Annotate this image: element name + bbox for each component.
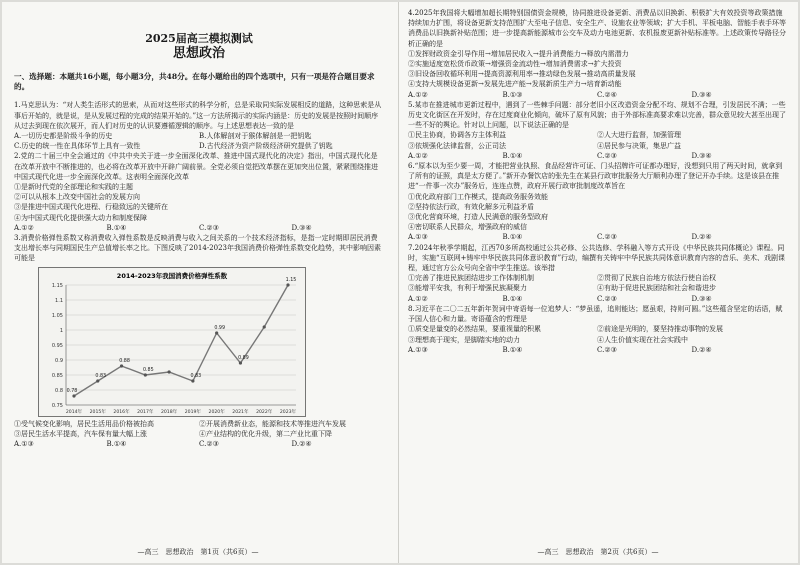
q7-item: ①完善了推进民族团结进步工作体制机制 bbox=[408, 274, 534, 283]
question-6-stem: 6.“原本以为至少要一周，才能把营业执照、食品经营许可证、门头招牌许可证都办理好，没想到只用了两天时间，就拿到了所有的证照，真是太方便了。”新开办餐饮店的张先生在某县行政审批服务大厅顺利办理了登记开办手续。这是该县在推进“一件事一次办”服务后，连连点赞，政府开展行政审批制度改革旨在 bbox=[408, 162, 783, 191]
q5-option-b[interactable]: B.①④ bbox=[502, 151, 523, 160]
q7-option-d[interactable]: D.③④ bbox=[691, 294, 712, 303]
q1-option-c[interactable]: C.历史的统一性在具体环节上具有一致性 bbox=[14, 142, 141, 151]
y-tick-label: 0.75 bbox=[51, 402, 63, 409]
q6-item: ④密切联系人民群众，增强政府的威信 bbox=[408, 223, 527, 232]
data-label: 0.78 bbox=[66, 388, 78, 394]
q8-option-a[interactable]: A.①③ bbox=[408, 345, 428, 354]
question-1-options-row1 bbox=[14, 131, 384, 141]
q4-item: ④支持大规模设备更新→发展先进产能→发展新质生产力→培育新动能 bbox=[408, 80, 622, 89]
q1-option-a[interactable]: A.一切历史都是阶级斗争的历史 bbox=[14, 132, 113, 141]
q2-option-b[interactable]: B.①④ bbox=[106, 223, 127, 232]
exam-subject: 思想政治 bbox=[172, 46, 225, 61]
question-5 bbox=[408, 100, 786, 161]
page-one bbox=[2, 2, 394, 563]
data-point bbox=[239, 361, 242, 364]
y-tick-label: 0.9 bbox=[55, 357, 63, 364]
question-8-options bbox=[408, 345, 786, 355]
question-7-options bbox=[408, 294, 786, 304]
q3-option-b[interactable]: B.①④ bbox=[106, 440, 127, 449]
q8-item: ③理想高于现实，是脚踏实地的动力 bbox=[408, 335, 520, 344]
q3-option-c[interactable]: C.②③ bbox=[199, 440, 219, 449]
q6-item: ②坚持依法行政，有效化解多元利益矛盾 bbox=[408, 202, 534, 211]
data-label: 0.89 bbox=[238, 355, 249, 361]
x-tick-label: 2015年 bbox=[89, 409, 106, 415]
y-tick-label: 1.1 bbox=[55, 297, 63, 304]
question-7-items-row2 bbox=[408, 283, 786, 293]
q5-option-a[interactable]: A.①② bbox=[408, 151, 428, 160]
data-label: 1.15 bbox=[285, 277, 297, 283]
x-tick-label: 2023年 bbox=[279, 409, 297, 415]
q3-item: ②开展消费新业态，能源和技术等推进汽车发展 bbox=[199, 419, 346, 428]
question-8 bbox=[408, 304, 786, 355]
q8-option-c[interactable]: C.②③ bbox=[597, 345, 617, 354]
x-tick-label: 2017年 bbox=[137, 409, 154, 415]
q5-item: ①民主协商，协调各方主体利益 bbox=[408, 131, 506, 140]
x-tick-label: 2020年 bbox=[208, 409, 225, 415]
question-4-stem: 4.2025年我国将大幅增加超长期特别国债资金规模，协同推进设备更新、消费品以旧换新、积极扩大有效投资等政策措施持续加力扩围，将设备更新支持范围扩大至电子信息、安全生产、设施农业等领域；扩大手机、平板电脑、智能手表手环等消费品以旧换新补贴范围；进一步提高新能源城市公交车及动力电池更新、农机报废更新补贴标准等。上述政策传导路径分析正确的是 bbox=[408, 9, 786, 48]
y-tick-label: 1.15 bbox=[51, 282, 63, 289]
question-4-options bbox=[408, 90, 786, 100]
q6-option-a[interactable]: A.①③ bbox=[408, 233, 428, 242]
q3-option-d[interactable]: D.②④ bbox=[291, 440, 312, 449]
q8-item: ②前途是光明的，要坚持推动事物的发展 bbox=[597, 325, 723, 334]
question-8-stem: 8.习近平在二〇二五年新年贺词中寄语每一位追梦人：“梦虽遥，追则能达；愿虽艰，持则可圆。”这些蕴含坚定的话语，赋予国人信心和力量。寄语蕴含的哲理是 bbox=[408, 304, 783, 324]
question-7-items-row1 bbox=[408, 273, 786, 283]
data-point bbox=[286, 283, 289, 286]
q4-item: ③旧设备回收循环利用→提高资源利用率→推动绿色发展→推动高质量发展 bbox=[408, 70, 636, 79]
question-6 bbox=[408, 161, 786, 243]
data-point bbox=[215, 331, 218, 334]
q5-option-c[interactable]: C.②③ bbox=[597, 151, 617, 160]
q6-item: ①优化政府部门工作模式，提高政务服务效能 bbox=[408, 192, 548, 201]
x-tick-label: 2021年 bbox=[232, 409, 249, 415]
question-1-options-row2 bbox=[14, 141, 384, 151]
elasticity-line-chart bbox=[38, 267, 306, 417]
elasticity-chart-container bbox=[38, 267, 306, 417]
q2-item: ②可以从根本上改变中国社会的发展方向 bbox=[14, 193, 140, 202]
chart-frame bbox=[39, 267, 306, 416]
y-tick-label: 0.8 bbox=[55, 387, 63, 394]
q3-item: ①受气候变化影响，居民生活用品价格被抬高 bbox=[14, 419, 154, 428]
data-point bbox=[72, 394, 75, 397]
q4-item: ②实施适度宽松货币政策→增强资金流动性→增加消费需求→扩大投资 bbox=[408, 60, 622, 69]
x-tick-label: 2022年 bbox=[256, 409, 273, 415]
data-label: 0.99 bbox=[214, 325, 226, 331]
q6-option-c[interactable]: C.②③ bbox=[597, 233, 617, 242]
exam-title: 2025届高三模拟测试 bbox=[145, 32, 253, 45]
q3-item: ④产业结构的优化升级，第二产业比重下降 bbox=[199, 429, 332, 438]
q4-item: ①发挥财政资金引导作用→增加居民收入→提升消费能力→释放内需潜力 bbox=[408, 49, 629, 58]
q5-item: ④居民参与决策，集思广益 bbox=[597, 141, 681, 150]
q6-option-d[interactable]: D.②④ bbox=[691, 233, 712, 242]
x-tick-label: 2019年 bbox=[184, 409, 202, 415]
q4-option-c[interactable]: C.②④ bbox=[597, 90, 617, 99]
q4-option-b[interactable]: B.①③ bbox=[502, 90, 523, 99]
question-3-stem: 3.消费价格弹性系数又称消费收入弹性系数是反映消费与收入之间关系的一个技术经济指标，是指一定时期即居民消费支出增长率与同期国民生产总值增长率之比。下图反映了2014-2023年我国消费价格弹性系数变化趋势，其中影响因素可能是 bbox=[14, 234, 381, 263]
data-label: 0.83 bbox=[95, 373, 107, 379]
y-tick-label: 0.85 bbox=[51, 372, 63, 379]
data-point bbox=[120, 364, 123, 367]
data-point bbox=[263, 325, 266, 328]
data-point bbox=[144, 373, 147, 376]
q2-option-d[interactable]: D.③④ bbox=[291, 223, 312, 232]
question-8-items-row2 bbox=[408, 335, 786, 345]
question-3-options bbox=[14, 439, 384, 449]
q8-option-d[interactable]: D.②④ bbox=[691, 345, 712, 354]
q2-item: ④为中国式现代化提供强大动力和制度保障 bbox=[14, 213, 147, 222]
q5-item: ②人大进行监督，加强管理 bbox=[597, 131, 681, 140]
q7-item: ④有助于促进民族团结和社会和谐进步 bbox=[597, 284, 716, 293]
q3-item: ③居民生活水平提高，汽车保有量大幅上涨 bbox=[14, 429, 147, 438]
q7-item: ②贯彻了民族自治地方依法行使自治权 bbox=[597, 274, 716, 283]
data-label: 0.83 bbox=[190, 373, 202, 379]
question-5-items-row2 bbox=[408, 141, 786, 151]
q1-option-b[interactable]: B.人体解剖对于猴体解剖是一把钥匙 bbox=[199, 132, 312, 141]
page-two-footer: —高三 思想政治 第2页（共6页）— bbox=[537, 548, 659, 556]
x-tick-label: 2014年 bbox=[65, 409, 83, 415]
y-tick-label: 0.95 bbox=[51, 342, 63, 349]
data-point bbox=[168, 370, 171, 373]
question-5-options bbox=[408, 151, 786, 161]
q6-option-b[interactable]: B.①④ bbox=[502, 233, 523, 242]
page-fold-divider bbox=[398, 2, 399, 563]
data-label: 0.85 bbox=[142, 367, 154, 373]
question-4 bbox=[408, 8, 786, 100]
q3-option-a[interactable]: A.①③ bbox=[14, 440, 34, 449]
data-point bbox=[96, 379, 99, 382]
q2-item: ①是新时代党的全部理论和实践的主题 bbox=[14, 183, 133, 192]
chart-title: 2014-2023年我国消费价格弹性系数 bbox=[116, 271, 228, 280]
q8-item: ④人生价值实现在社会实践中 bbox=[597, 335, 688, 344]
question-1 bbox=[14, 100, 384, 151]
question-1-stem: 1.马克思认为：“对人类生活形式的思索，从而对这些形式的科学分析，总是采取同实际发展相反的道路，这种思索是从事后开始的，就是说，是从发展过程的完成的结果开始的。”这一方法所揭示的实际内涵是：历史的发展是按照时间顺序从过去到现在依次展开，而人们对历史的认识要遵循逻辑的顺序。与上述思想表达一致的是 bbox=[14, 101, 382, 130]
q7-option-a[interactable]: A.①② bbox=[408, 294, 428, 303]
question-7 bbox=[408, 243, 786, 304]
exam-sheet bbox=[2, 2, 798, 563]
q7-option-b[interactable]: B.①④ bbox=[502, 294, 523, 303]
question-2-options bbox=[14, 223, 384, 233]
y-tick-label: 1.05 bbox=[51, 312, 63, 319]
x-tick-label: 2018年 bbox=[160, 409, 178, 415]
q8-item: ①质变是量变的必然结果，要重视量的积累 bbox=[408, 325, 541, 334]
q4-option-a[interactable]: A.①② bbox=[408, 90, 428, 99]
question-5-items-row1 bbox=[408, 130, 786, 140]
q8-option-b[interactable]: B.①④ bbox=[502, 345, 523, 354]
question-6-options bbox=[408, 232, 786, 242]
question-3 bbox=[14, 233, 384, 449]
q2-item: ③是推进中国式现代化进程、行稳致远的关键所在 bbox=[14, 203, 168, 212]
q4-option-d[interactable]: D.③④ bbox=[691, 90, 712, 99]
page-one-footer: —高三 思想政治 第1页（共6页）— bbox=[137, 548, 259, 556]
data-label: 0.88 bbox=[119, 358, 130, 364]
data-point bbox=[191, 379, 194, 382]
section-instructions: 一、选择题：本题共16小题，每小题3分，共48分。在每小题给出的四个选项中，只有一项是符合题目要求的。 bbox=[14, 72, 375, 92]
question-7-stem: 7.2024年秋季学期起，江西70多所高校通过公共必修、公共选修、学科融入等方式开设《中华民族共同体概论》课程。同时，实施“互联网+铸牢中华民族共同体意识教育”行动，编撰有关铸牢中华民族共同体意识教育内容的音乐、美术、戏剧课程，通过官方公众号向全省中学生推送。该举措 bbox=[408, 243, 786, 273]
x-tick-label: 2016年 bbox=[113, 409, 130, 415]
q6-item: ③优化营商环境，打造人民满意的服务型政府 bbox=[408, 213, 548, 222]
question-2 bbox=[14, 151, 384, 233]
question-3-items-row1 bbox=[14, 419, 384, 429]
question-2-stem: 2.党的二十届三中全会通过的《中共中央关于进一步全面深化改革、推进中国式现代化的决定》指出，中国式现代化是在改革开放中不断推进的，也必将在改革开放中开辟广阔前景。全党必须自觉把改革摆在更加突出位置，紧紧围绕推进中国式现代化进一步全面深化改革。这表明全面深化改革 bbox=[14, 152, 378, 181]
q2-option-c[interactable]: C.②③ bbox=[199, 223, 219, 232]
question-5-stem: 5.某市在推进城市更新过程中，遇到了一些棘手问题：部分老旧小区改造资金分配不均、规划不合理，引发居民不满；一些历史文化街区在开发时，存在过度商业化倾向，破坏了原有风貌；由于外部标准高要求难以完善，群众意见较大甚至出现了一些不好的舆论。针对以上问题，以下说法正确的是 bbox=[408, 100, 786, 130]
q7-option-c[interactable]: C.②③ bbox=[597, 294, 617, 303]
q7-item: ③能增平安我，有利于增强民族凝聚力 bbox=[408, 284, 527, 293]
q5-item: ③依规强化法律监督，公正司法 bbox=[408, 141, 506, 150]
q2-option-a[interactable]: A.①② bbox=[14, 223, 34, 232]
y-tick-label: 1 bbox=[59, 327, 63, 334]
page-two bbox=[402, 2, 794, 563]
question-3-items-row2 bbox=[14, 429, 384, 439]
q5-option-d[interactable]: D.③④ bbox=[691, 151, 712, 160]
q1-option-d[interactable]: D.古代经济为资产阶级经济研究提供了钥匙 bbox=[199, 142, 333, 151]
question-8-items-row1 bbox=[408, 324, 786, 334]
